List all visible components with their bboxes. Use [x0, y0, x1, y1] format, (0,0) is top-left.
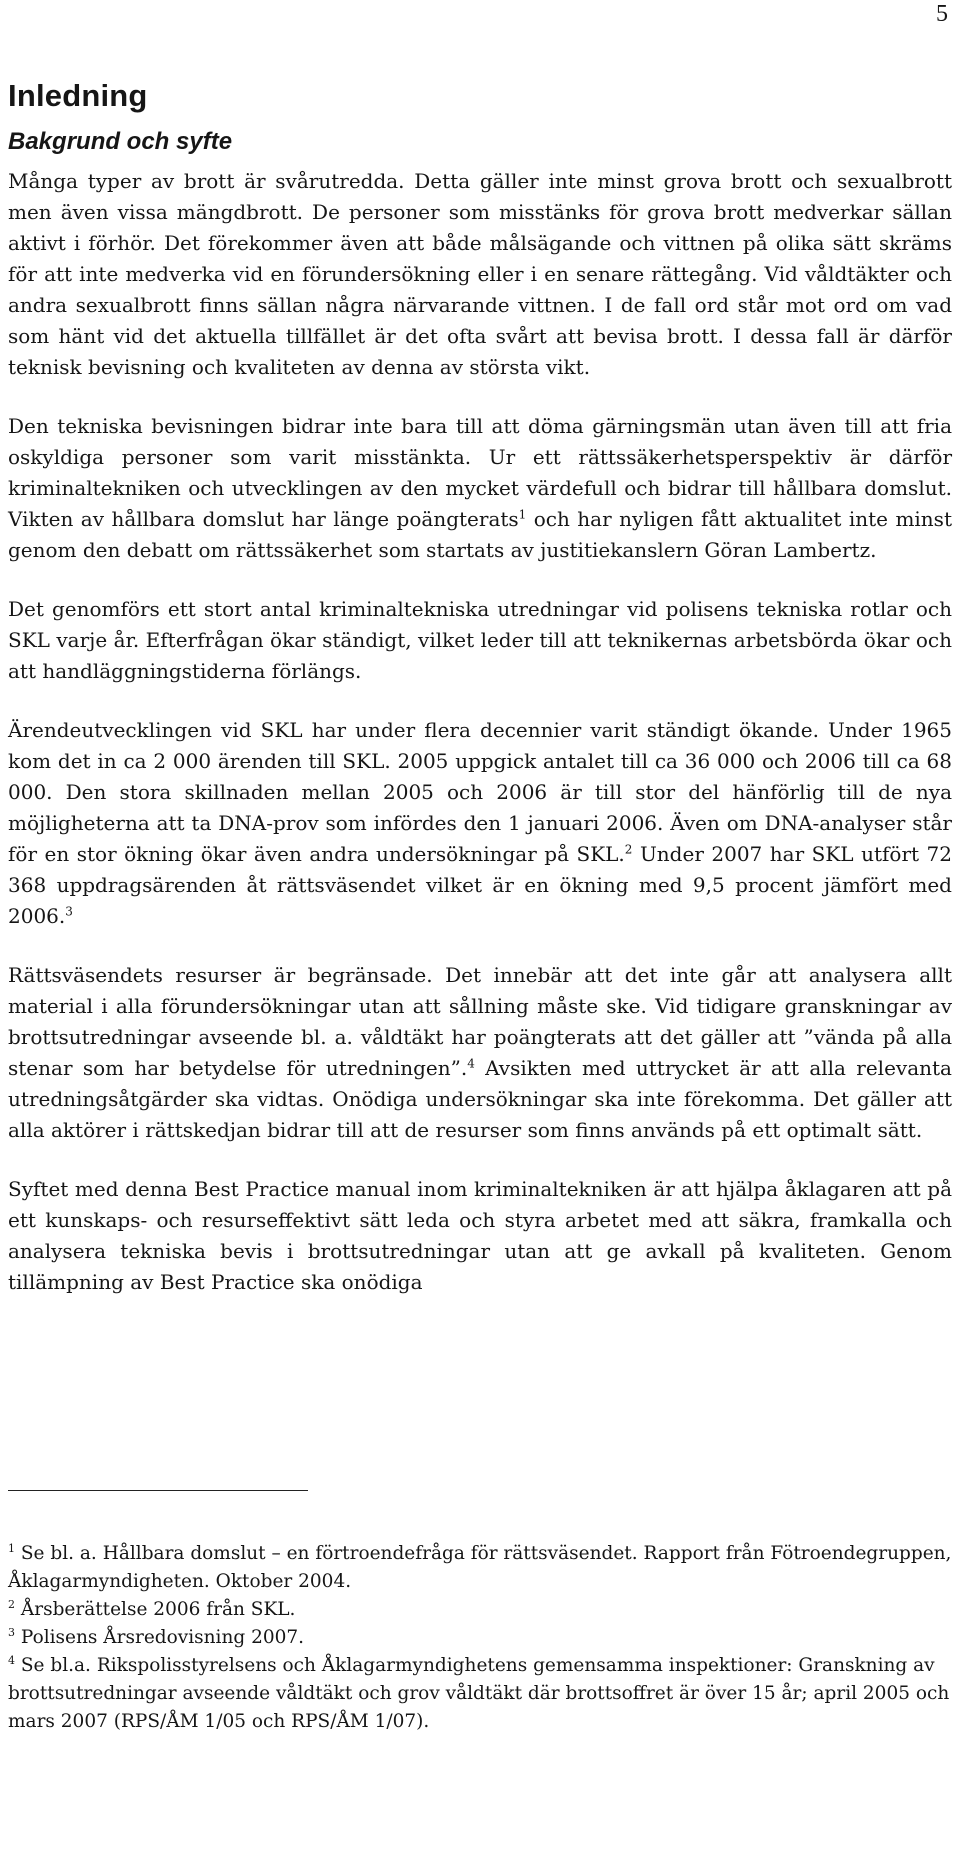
paragraph-1 [8, 166, 952, 383]
paragraph-5 [8, 960, 952, 1146]
footnote-text-2: Årsberättelse 2006 från SKL. [15, 1599, 296, 1620]
footnote-ref-1[interactable]: 1 [518, 507, 527, 522]
section-subheading: Bakgrund och syfte [8, 127, 233, 155]
paragraph-3-text: Det genomförs ett stort antal kriminaltekniska utredningar vid polisens tekniska rotlar och SKL varje år. Efterfrågan ökar ständigt, vilket leder till att teknikernas arbetsbörda ökar och att handläggningstiderna förlängs. [8, 597, 952, 684]
paragraph-2 [8, 411, 952, 566]
paragraph-3 [8, 594, 952, 687]
footnote-4 [8, 1652, 952, 1736]
footnote-divider [8, 1490, 308, 1491]
document-body [8, 78, 952, 1326]
paragraph-4-text-b: Under 2007 har SKL utfört 72 368 uppdragsärenden åt rättsväsendet vilket är en ökning med 9,5 procent jämfört med 2006. [8, 842, 952, 929]
paragraph-6 [8, 1174, 952, 1298]
footnote-number-1: 1 [8, 1541, 15, 1555]
footnote-number-3: 3 [8, 1625, 15, 1639]
footnote-3 [8, 1624, 952, 1652]
paragraph-4 [8, 715, 952, 932]
footnote-text-3: Polisens Årsredovisning 2007. [15, 1627, 305, 1648]
footnotes [8, 1540, 952, 1736]
page-number: 5 [936, 1, 948, 27]
paragraph-5-text-b: Avsikten med uttrycket är att alla relevanta utredningsåtgärder ska vidtas. Onödiga undersökningar ska inte förekomma. Det gäller att alla aktörer i rättskedjan bidrar till att de resurser som finns används på ett optimalt sätt. [8, 1056, 952, 1143]
footnote-number-2: 2 [8, 1597, 15, 1611]
paragraph-6-text: Syftet med denna Best Practice manual inom kriminaltekniken är att hjälpa åklagaren att på ett kunskaps- och resurseffektivt sätt leda och styra arbetet med att säkra, framkalla och analysera tekniska bevis i brottsutredningar utan att ge avkall på kvaliteten. Genom tillämpning av Best Practice ska onödiga [8, 1177, 952, 1295]
paragraph-5-text-a: Rättsväsendets resurser är begränsade. Det innebär att det inte går att analysera allt material i alla förundersökningar utan att sållning måste ske. Vid tidigare granskningar av brottsutredningar avseende bl. a. våldtäkt har poängterats att det gäller att ”vända på alla stenar som har betydelse för utredningen”. [8, 963, 952, 1081]
paragraph-1-text: Många typer av brott är svårutredda. Detta gäller inte minst grova brott och sexualbrott men även vissa mängdbrott. De personer som misstänks för grova brott medverkar sällan aktivt i förhör. Det förekommer även att både målsägande och vittnen på olika sätt skräms för att inte medverka vid en förundersökning eller i en senare rättegång. Vid våldtäkter och andra sexualbrott finns sällan några närvarande vittnen. I de fall ord står mot ord om vad som hänt vid det aktuella tillfället är det ofta svårt att bevisa brott. I dessa fall är därför teknisk bevisning och kvaliteten av denna av största vikt. [8, 169, 952, 380]
footnote-ref-4[interactable]: 4 [467, 1056, 475, 1071]
footnote-number-4: 4 [8, 1653, 15, 1667]
footnote-ref-2[interactable]: 2 [624, 842, 633, 857]
paragraph-2-text-a: Den tekniska bevisningen bidrar inte bara till att döma gärningsmän utan även till att fria oskyldiga personer som varit misstänkta. Ur ett rättssäkerhetsperspektiv är därför kriminaltekniken och utvecklingen av den mycket värdefull och bidrar till hållbara domslut. Vikten av hållbara domslut har länge poängterats [8, 414, 952, 532]
footnote-2 [8, 1596, 952, 1624]
footnote-ref-3[interactable]: 3 [65, 904, 73, 919]
chapter-heading: Inledning [8, 78, 148, 113]
footnote-text-1: Se bl. a. Hållbara domslut – en förtroendefråga för rättsväsendet. Rapport från Fötroendegruppen, Åklagarmyndigheten. Oktober 2004. [8, 1543, 952, 1592]
footnote-1 [8, 1540, 952, 1596]
paragraph-4-text-a: Ärendeutvecklingen vid SKL har under flera decennier varit ständigt ökande. Under 1965 kom det in ca 2 000 ärenden till SKL. 2005 uppgick antalet till ca 36 000 och 2006 till ca 68 000. Den stora skillnaden mellan 2005 och 2006 är till stor del hänförlig till de nya möjligheterna att ta DNA-prov som infördes den 1 januari 2006. Även om DNA-analyser står för en stor ökning ökar även andra undersökningar på SKL. [8, 718, 952, 867]
footnote-text-4: Se bl.a. Rikspolisstyrelsens och Åklagarmyndighetens gemensamma inspektioner: Granskning av brottsutredningar avseende våldtäkt och grov våldtäkt där brottsoffret är över 15 år; april 2005 och mars 2007 (RPS/ÅM 1/05 och RPS/ÅM 1/07). [8, 1655, 950, 1732]
paragraph-2-text-b: och har nyligen fått aktualitet inte minst genom den debatt om rättssäkerhet som startats av justitiekanslern Göran Lambertz. [8, 507, 952, 563]
